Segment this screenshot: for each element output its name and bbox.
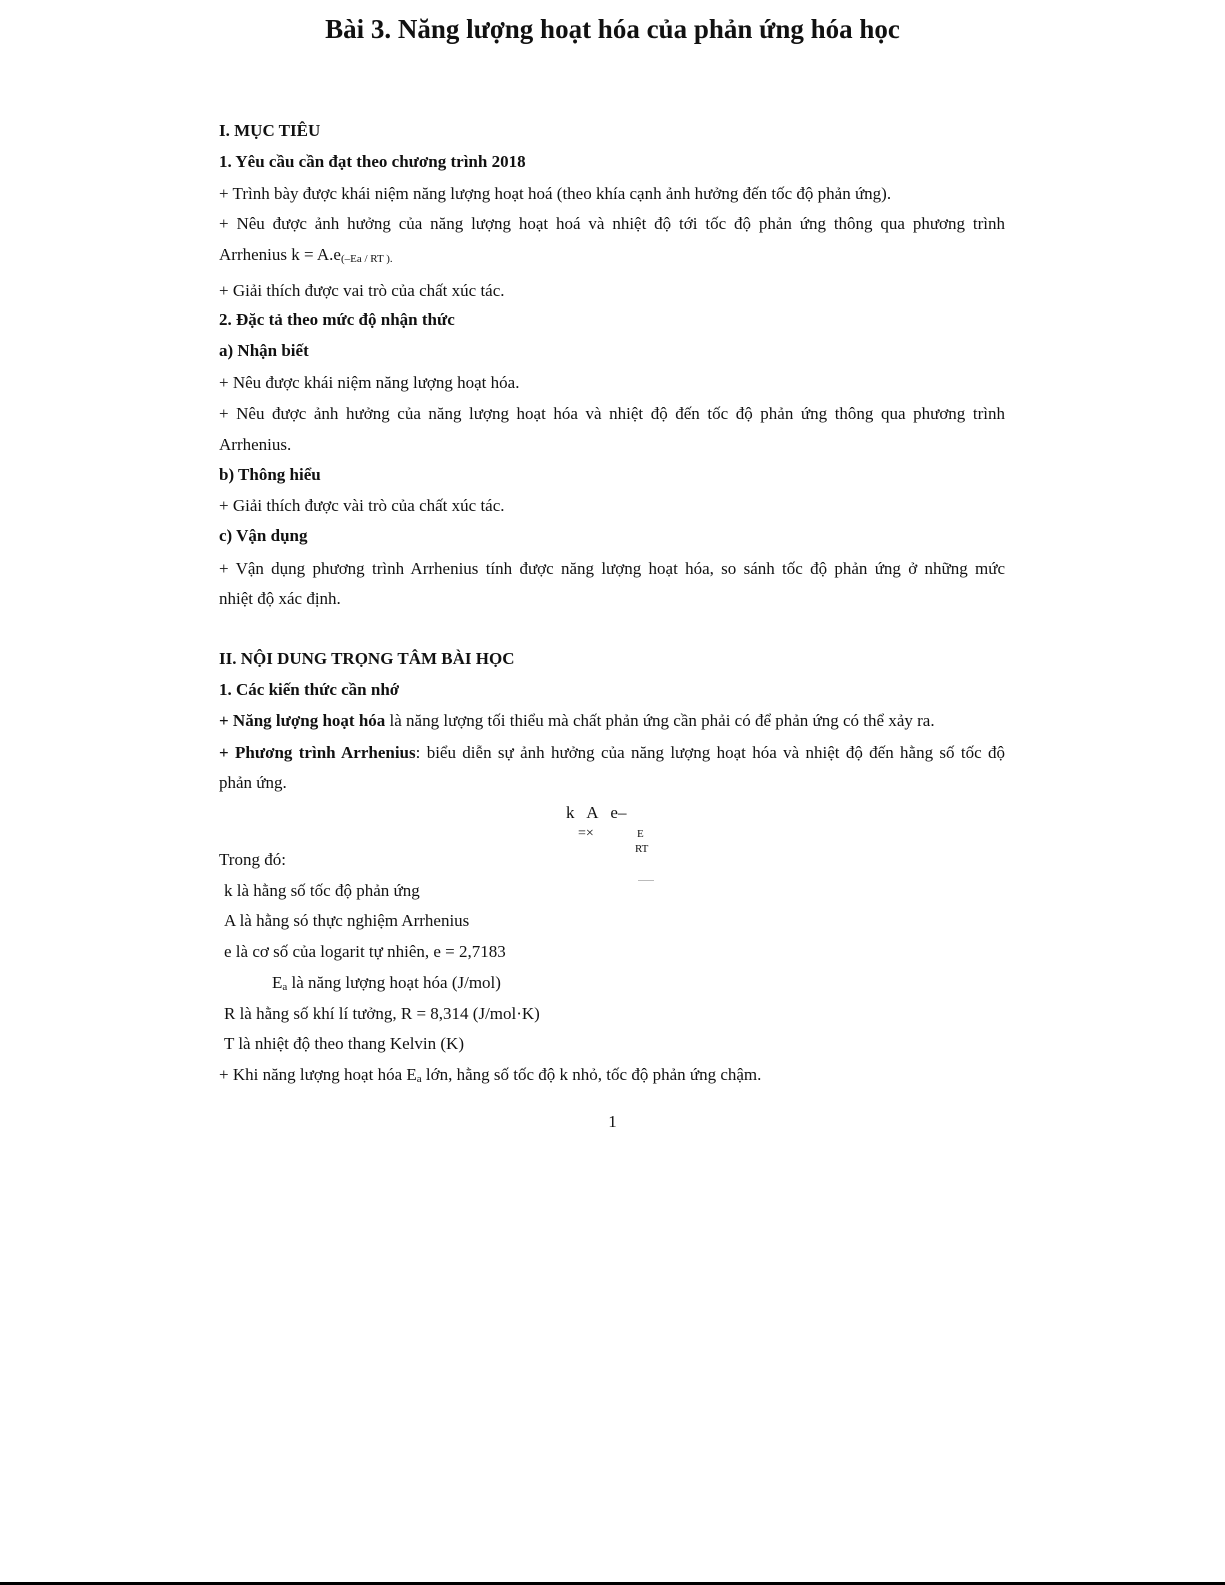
knowledge-arrhenius-line-2: phản ứng. bbox=[219, 773, 287, 792]
term-activation-energy: + Năng lượng hoạt hóa bbox=[219, 711, 386, 730]
recognition-item-1: + Nêu được khái niệm năng lượng hoạt hóa. bbox=[219, 373, 520, 392]
arrhenius-formula-operators: =× bbox=[578, 826, 594, 841]
definition-k: k là hằng số tốc độ phản ứng bbox=[224, 881, 420, 900]
arrhenius-formula-numerator: E bbox=[637, 828, 644, 840]
page-title: Bài 3. Năng lượng hoạt hóa của phản ứng hóa học bbox=[325, 14, 900, 44]
definition-activation-energy: là năng lượng tối thiểu mà chất phản ứng cần phải có để phản ứng có thể xảy ra. bbox=[385, 711, 935, 730]
definition-Ea bbox=[272, 972, 1058, 998]
term-arrhenius: + Phương trình Arrhenius bbox=[219, 743, 416, 762]
knowledge-conclusion bbox=[219, 1064, 1005, 1090]
application-item-1-line-1: + Vận dụng phương trình Arrhenius tính được năng lượng hoạt hóa, so sánh tốc độ phản ứng ở những mức bbox=[219, 559, 1005, 578]
symbol-E: E bbox=[272, 973, 283, 992]
conclusion-part-1: + Khi năng lượng hoạt hóa E bbox=[219, 1065, 417, 1084]
heading-application: c) Vận dụng bbox=[219, 526, 308, 545]
comprehension-item-1: + Giải thích được vài trò của chất xúc tác. bbox=[219, 496, 505, 515]
conclusion-subscript: a bbox=[416, 1073, 422, 1085]
requirement-2-line-2 bbox=[219, 244, 1005, 270]
knowledge-activation-energy bbox=[219, 710, 1005, 732]
section-heading-objectives: I. MỤC TIÊU bbox=[219, 121, 321, 140]
arrhenius-inline-exponent: (–Ea / RT ). bbox=[340, 253, 393, 265]
application-item-1-line-2: nhiệt độ xác định. bbox=[219, 589, 341, 608]
subheading-knowledge: 1. Các kiến thức cần nhớ bbox=[219, 680, 400, 699]
page-number: 1 bbox=[608, 1112, 617, 1131]
knowledge-arrhenius-line-1 bbox=[219, 742, 1005, 764]
requirement-1: + Trình bày được khái niệm năng lượng hoạt hoá (theo khía cạnh ảnh hưởng đến tốc độ phản ứng). bbox=[219, 184, 892, 203]
heading-recognition: a) Nhận biết bbox=[219, 341, 309, 360]
definition-arrhenius: : biểu diễn sự ảnh hưởng của năng lượng hoạt hóa và nhiệt độ đến hằng số tốc độ bbox=[415, 743, 1005, 762]
requirement-3: + Giải thích được vai trò của chất xúc tác. bbox=[219, 281, 505, 300]
definition-e: e là cơ số của logarit tự nhiên, e = 2,7183 bbox=[224, 942, 506, 961]
arrhenius-formula-denominator: RT bbox=[635, 843, 649, 855]
definition-A: A là hằng só thực nghiệm Arrhenius bbox=[224, 911, 470, 930]
where-label: Trong đó: bbox=[219, 850, 286, 869]
subheading-specification: 2. Đặc tả theo mức độ nhận thức bbox=[219, 310, 455, 329]
recognition-item-2-line-1: + Nêu được ảnh hưởng của năng lượng hoạt hóa và nhiệt độ đến tốc độ phản ứng thông qua phương trình bbox=[219, 404, 1005, 423]
conclusion-part-2: lớn, hằng số tốc độ k nhỏ, tốc độ phản ứng chậm. bbox=[421, 1065, 762, 1084]
definition-T: T là nhiệt độ theo thang Kelvin (K) bbox=[224, 1034, 464, 1053]
arrhenius-inline-text: Arrhenius k = A.e bbox=[219, 245, 341, 264]
heading-comprehension: b) Thông hiểu bbox=[219, 465, 321, 484]
recognition-item-2-line-2: Arrhenius. bbox=[219, 435, 292, 454]
section-heading-content: II. NỘI DUNG TRỌNG TÂM BÀI HỌC bbox=[219, 649, 515, 668]
subheading-requirements: 1. Yêu cầu cần đạt theo chương trình 2018 bbox=[219, 152, 526, 171]
definition-Ea-text: là năng lượng hoạt hóa (J/mol) bbox=[287, 973, 501, 992]
requirement-2-line-1: + Nêu được ảnh hưởng của năng lượng hoạt hoá và nhiệt độ tới tốc độ phản ứng thông qua phương trình bbox=[219, 214, 1005, 233]
symbol-a-subscript: a bbox=[282, 981, 288, 993]
arrhenius-formula-top: k A e– bbox=[566, 803, 627, 822]
definition-R: R là hằng số khí lí tưởng, R = 8,314 (J/mol·K) bbox=[224, 1004, 540, 1023]
